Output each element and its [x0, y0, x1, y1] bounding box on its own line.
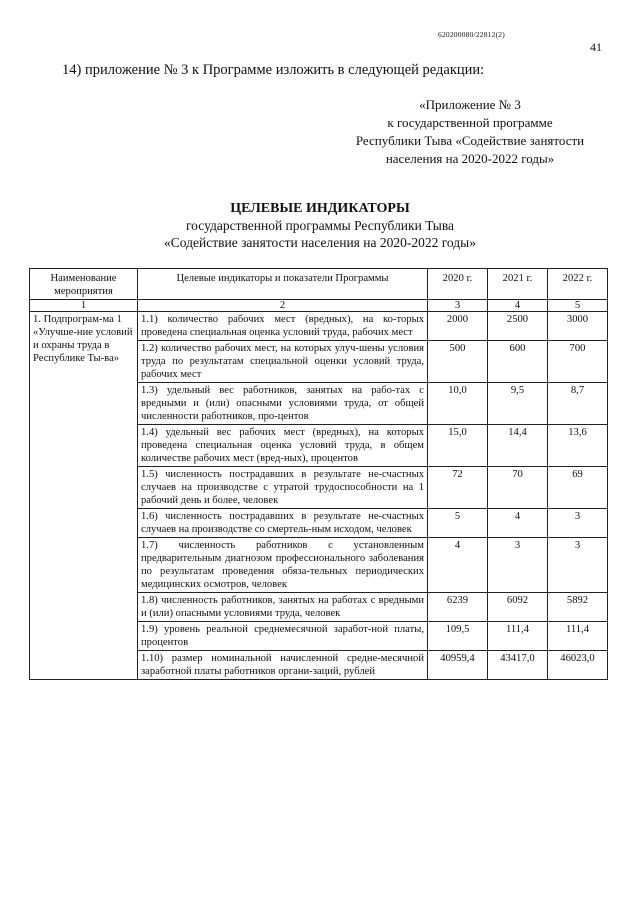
intro-paragraph: 14) приложение № 3 к Программе изложить в следующей редакции: — [62, 62, 485, 78]
indicator-cell: 1.7) численность работников с установленным предварительным диагнозом профессионального заболевания по результатам проведения обяза-тельных периодических медицинских осмотров, человек — [138, 538, 428, 593]
header-activity: Наименование мероприятия — [30, 269, 138, 300]
value-2022: 46023,0 — [548, 651, 608, 680]
value-2021: 9,5 — [488, 383, 548, 425]
value-2020: 15,0 — [428, 425, 488, 467]
value-2021: 111,4 — [488, 622, 548, 651]
table-header-row — [30, 269, 608, 300]
value-2022: 3 — [548, 538, 608, 593]
value-2021: 6092 — [488, 593, 548, 622]
appendix-line: к государственной программе — [387, 115, 553, 130]
value-2020: 72 — [428, 467, 488, 509]
indicator-cell: 1.2) количество рабочих мест, на которых улуч-шены условия труда по результатам специальной оценки условий труда, рабочих мест — [138, 341, 428, 383]
value-2020: 4 — [428, 538, 488, 593]
page-number: 41 — [590, 40, 602, 54]
value-2022: 700 — [548, 341, 608, 383]
header-2022: 2022 г. — [548, 269, 608, 300]
value-2020: 500 — [428, 341, 488, 383]
value-2021: 43417,0 — [488, 651, 548, 680]
indicator-cell: 1.8) численность работников, занятых на работах с вредными и (или) опасными условиями труда, человек — [138, 593, 428, 622]
column-number: 1 — [30, 300, 138, 312]
value-2020: 5 — [428, 509, 488, 538]
value-2022: 3 — [548, 509, 608, 538]
appendix-caption — [330, 96, 610, 168]
column-number: 5 — [548, 300, 608, 312]
indicator-cell: 1.4) удельный вес рабочих мест (вредных), на которых проведена специальная оценка условий труда, в общем количестве рабочих мест (вред-ных), процентов — [138, 425, 428, 467]
value-2022: 13,6 — [548, 425, 608, 467]
column-number: 2 — [138, 300, 428, 312]
value-2021: 4 — [488, 509, 548, 538]
value-2021: 600 — [488, 341, 548, 383]
value-2022: 5892 — [548, 593, 608, 622]
column-number: 4 — [488, 300, 548, 312]
value-2022: 111,4 — [548, 622, 608, 651]
value-2021: 3 — [488, 538, 548, 593]
value-2020: 6239 — [428, 593, 488, 622]
header-indicators: Целевые индикаторы и показатели Программы — [138, 269, 428, 300]
appendix-line: «Приложение № 3 — [419, 97, 521, 112]
indicator-cell: 1.1) количество рабочих мест (вредных), на ко-торых проведена специальная оценка условий труда, рабочих мест — [138, 312, 428, 341]
title-sub: государственной программы Республики Тыва — [185, 218, 455, 233]
value-2021: 2500 — [488, 312, 548, 341]
value-2020: 2000 — [428, 312, 488, 341]
title-sub: «Содействие занятости населения на 2020-2022 годы» — [164, 235, 476, 250]
indicators-table — [29, 268, 608, 680]
value-2020: 40959,4 — [428, 651, 488, 680]
indicator-cell: 1.3) удельный вес работников, занятых на рабо-тах с вредными и (или) опасными условиями труда, от общей численности работников, про-центов — [138, 383, 428, 425]
value-2022: 69 — [548, 467, 608, 509]
value-2022: 8,7 — [548, 383, 608, 425]
value-2020: 10,0 — [428, 383, 488, 425]
document-code: 620200080/22812(2) — [438, 30, 505, 39]
table-row — [30, 312, 608, 341]
appendix-line: Республики Тыва «Содействие занятости — [355, 133, 585, 148]
value-2021: 70 — [488, 467, 548, 509]
indicator-cell: 1.9) уровень реальной среднемесячной заработ-ной платы, процентов — [138, 622, 428, 651]
indicator-cell: 1.6) численность пострадавших в результате не-счастных случаев на производстве со смертель-ным исходом, человек — [138, 509, 428, 538]
appendix-line: населения на 2020-2022 годы» — [385, 151, 555, 166]
value-2021: 14,4 — [488, 425, 548, 467]
program-name-cell: 1. Подпрограм-ма 1 «Улучше-ние условий и охраны труда в Республике Ты-ва» — [30, 312, 138, 680]
value-2020: 109,5 — [428, 622, 488, 651]
column-number-row — [30, 300, 608, 312]
header-2020: 2020 г. — [428, 269, 488, 300]
table-title — [0, 200, 640, 251]
header-2021: 2021 г. — [488, 269, 548, 300]
indicator-cell: 1.5) численность пострадавших в результате не-счастных случаев на производстве с утратой трудоспособности на 1 рабочий день и более, человек — [138, 467, 428, 509]
value-2022: 3000 — [548, 312, 608, 341]
title-main: ЦЕЛЕВЫЕ ИНДИКАТОРЫ — [230, 201, 410, 216]
column-number: 3 — [428, 300, 488, 312]
indicator-cell: 1.10) размер номинальной начисленной средне-месячной заработной платы работников органи-заций, рублей — [138, 651, 428, 680]
